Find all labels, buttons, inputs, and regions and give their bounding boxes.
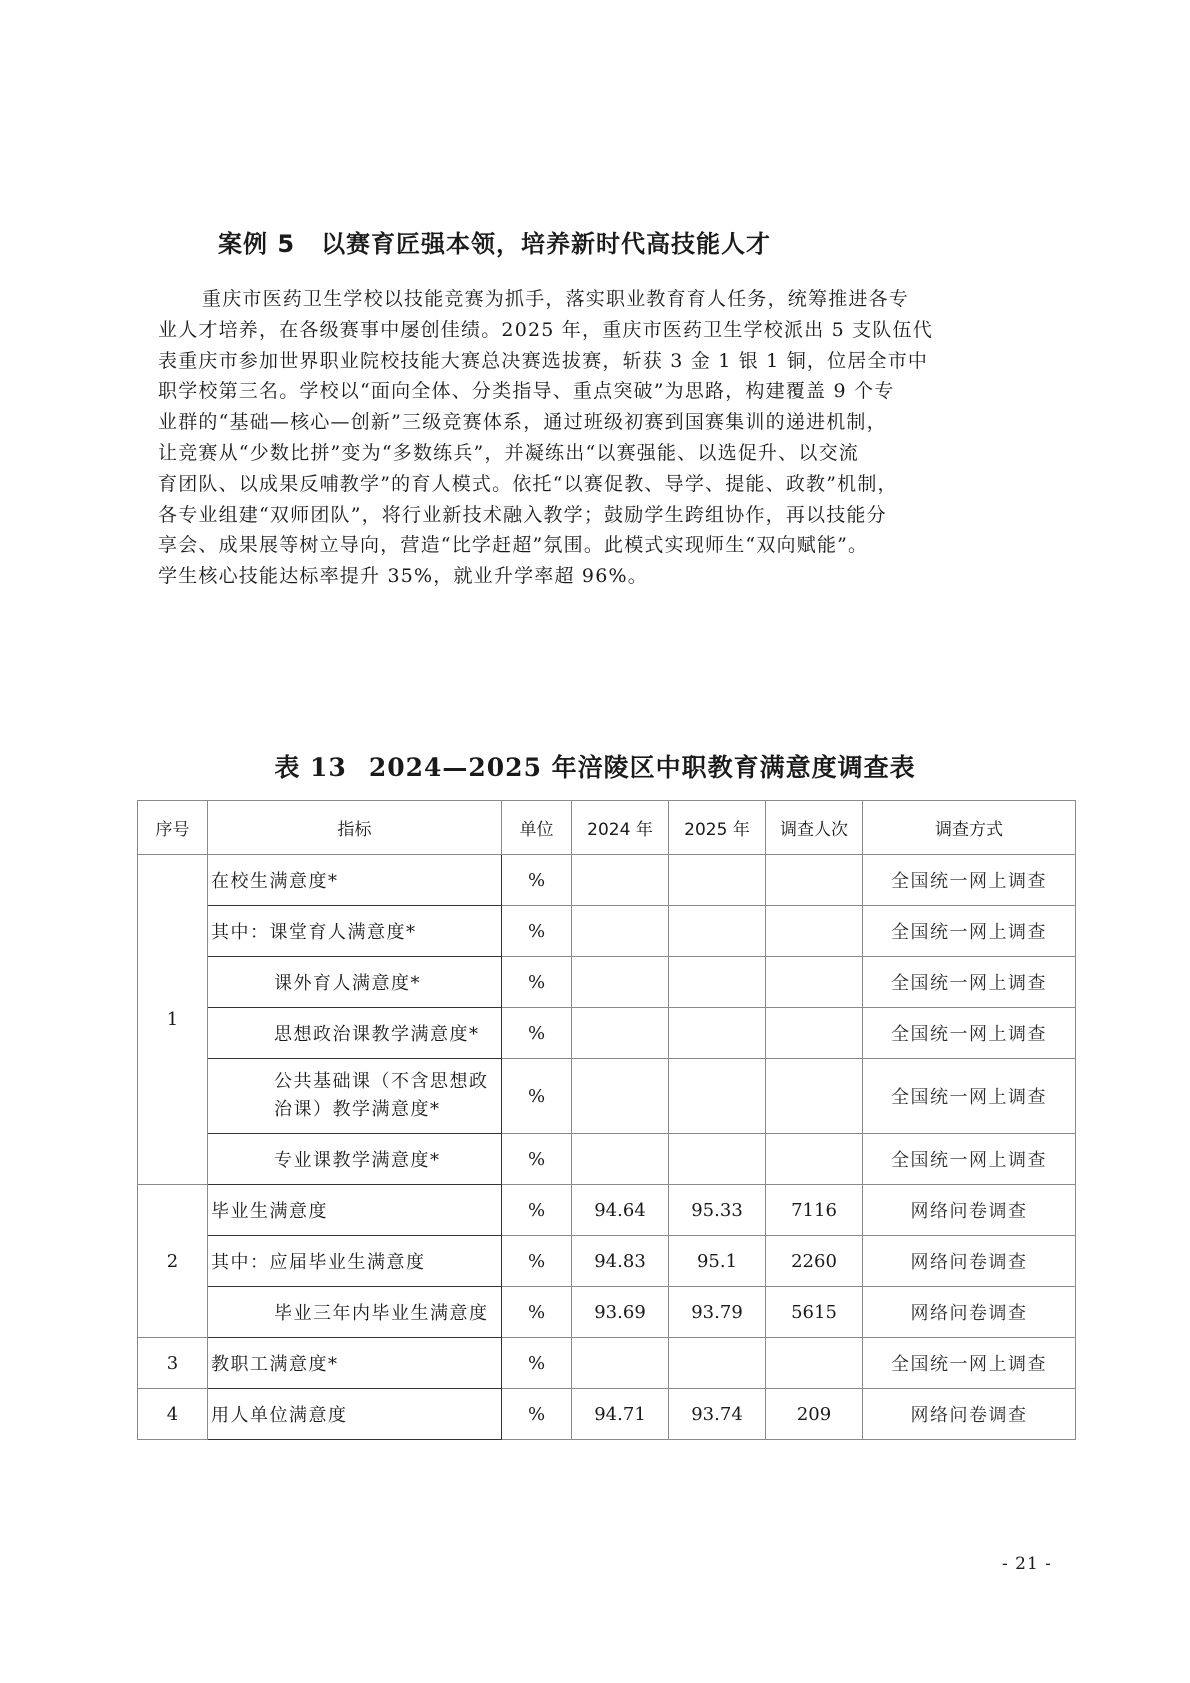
value-2025-cell: 93.79 (669, 1287, 766, 1338)
body-line: 重庆市医药卫生学校以技能竞赛为抓手，落实职业教育育人任务，统筹推进各专 (202, 288, 910, 310)
value-2024-cell (572, 1338, 669, 1389)
count-cell: 209 (766, 1389, 863, 1440)
table-row (138, 1185, 1076, 1236)
value-2024-cell (572, 957, 669, 1008)
value-2025-cell (669, 1059, 766, 1134)
method-cell: 全国统一网上调查 (863, 957, 1076, 1008)
body-line: 育团队、以成果反哺教学”的育人模式。依托“以赛促教、导学、提能、政教”机制， (158, 472, 898, 495)
value-2025-cell (669, 1338, 766, 1389)
header-method: 调查方式 (863, 801, 1076, 855)
body-line: 学生核心技能达标率提升 35%，就业升学率超 96%。 (158, 565, 648, 588)
table-row (138, 1287, 1076, 1338)
count-cell (766, 906, 863, 957)
count-cell (766, 1059, 863, 1134)
table-row (138, 957, 1076, 1008)
indicator-cell: 其中：课堂育人满意度* (208, 906, 502, 957)
value-2024-cell: 94.64 (572, 1185, 669, 1236)
unit-cell: % (502, 1389, 572, 1440)
indicator-cell: 毕业生满意度 (208, 1185, 502, 1236)
indicator-cell: 毕业三年内毕业生满意度 (208, 1287, 502, 1338)
table-row (138, 1338, 1076, 1389)
method-cell: 全国统一网上调查 (863, 1338, 1076, 1389)
header-seq: 序号 (138, 801, 208, 855)
case-body-paragraph (158, 284, 1058, 592)
header-unit: 单位 (502, 801, 572, 855)
count-cell (766, 1338, 863, 1389)
body-line: 业人才培养，在各级赛事中屡创佳绩。2025 年，重庆市医药卫生学校派出 5 支队伍代 (158, 318, 933, 341)
body-line: 让竞赛从“少数比拼”变为“多数练兵”，并凝练出“以赛强能、以选促升、以交流 (158, 441, 859, 464)
unit-cell: % (502, 1059, 572, 1134)
indicator-cell: 在校生满意度* (208, 855, 502, 906)
unit-cell: % (502, 855, 572, 906)
header-indicator: 指标 (208, 801, 502, 855)
table-row (138, 1236, 1076, 1287)
case-label: 案例 5 (218, 230, 296, 258)
count-cell (766, 1134, 863, 1185)
method-cell: 网络问卷调查 (863, 1389, 1076, 1440)
seq-cell: 1 (138, 855, 208, 1185)
seq-cell: 3 (138, 1338, 208, 1389)
body-line: 各专业组建“双师团队”，将行业新技术融入教学；鼓励学生跨组协作，再以技能分 (158, 503, 887, 526)
count-cell (766, 855, 863, 906)
value-2024-cell: 94.83 (572, 1236, 669, 1287)
count-cell: 5615 (766, 1287, 863, 1338)
value-2025-cell (669, 855, 766, 906)
table-title: 2024—2025 年涪陵区中职教育满意度调查表 (368, 753, 916, 782)
value-2025-cell (669, 957, 766, 1008)
indicator-cell: 教职工满意度* (208, 1338, 502, 1389)
value-2025-cell: 95.33 (669, 1185, 766, 1236)
count-cell: 7116 (766, 1185, 863, 1236)
case-heading (218, 224, 771, 259)
value-2024-cell (572, 1008, 669, 1059)
table-row (138, 906, 1076, 957)
method-cell: 全国统一网上调查 (863, 1059, 1076, 1134)
body-line: 享会、成果展等树立导向，营造“比学赶超”氛围。此模式实现师生“双向赋能”。 (158, 534, 869, 557)
unit-cell: % (502, 1338, 572, 1389)
indicator-cell: 思想政治课教学满意度* (208, 1008, 502, 1059)
value-2024-cell: 93.69 (572, 1287, 669, 1338)
count-cell: 2260 (766, 1236, 863, 1287)
indicator-cell: 其中：应届毕业生满意度 (208, 1236, 502, 1287)
unit-cell: % (502, 1008, 572, 1059)
method-cell: 网络问卷调查 (863, 1185, 1076, 1236)
case-title: 以赛育匠强本领，培养新时代高技能人才 (321, 230, 772, 258)
value-2025-cell (669, 1008, 766, 1059)
body-line: 表重庆市参加世界职业院校技能大赛总决赛选拔赛，斩获 3 金 1 银 1 铜，位居全市中 (158, 349, 929, 372)
seq-cell: 4 (138, 1389, 208, 1440)
satisfaction-survey-table (137, 800, 1076, 1440)
table-label: 表 13 (274, 753, 347, 782)
header-2025: 2025 年 (669, 801, 766, 855)
unit-cell: % (502, 1185, 572, 1236)
seq-cell: 2 (138, 1185, 208, 1338)
indicator-cell: 用人单位满意度 (208, 1389, 502, 1440)
value-2024-cell (572, 1059, 669, 1134)
value-2025-cell: 95.1 (669, 1236, 766, 1287)
unit-cell: % (502, 1134, 572, 1185)
method-cell: 全国统一网上调查 (863, 906, 1076, 957)
unit-cell: % (502, 906, 572, 957)
body-line: 职学校第三名。学校以“面向全体、分类指导、重点突破”为思路，构建覆盖 9 个专 (158, 380, 895, 403)
count-cell (766, 957, 863, 1008)
method-cell: 网络问卷调查 (863, 1287, 1076, 1338)
header-2024: 2024 年 (572, 801, 669, 855)
unit-cell: % (502, 957, 572, 1008)
table-row (138, 855, 1076, 906)
table-row (138, 1008, 1076, 1059)
indicator-cell: 课外育人满意度* (208, 957, 502, 1008)
unit-cell: % (502, 1236, 572, 1287)
header-count: 调查人次 (766, 801, 863, 855)
value-2024-cell (572, 1134, 669, 1185)
method-cell: 全国统一网上调查 (863, 1008, 1076, 1059)
count-cell (766, 1008, 863, 1059)
page-number: - 21 - (1002, 1554, 1052, 1574)
indicator-cell: 公共基础课（不含思想政治课）教学满意度* (208, 1059, 502, 1134)
value-2024-cell: 94.71 (572, 1389, 669, 1440)
unit-cell: % (502, 1287, 572, 1338)
table-caption (0, 748, 1190, 784)
table-header-row (138, 801, 1076, 855)
table-row (138, 1134, 1076, 1185)
value-2024-cell (572, 906, 669, 957)
indicator-cell: 专业课教学满意度* (208, 1134, 502, 1185)
value-2025-cell (669, 906, 766, 957)
method-cell: 网络问卷调查 (863, 1236, 1076, 1287)
method-cell: 全国统一网上调查 (863, 855, 1076, 906)
value-2024-cell (572, 855, 669, 906)
method-cell: 全国统一网上调查 (863, 1134, 1076, 1185)
value-2025-cell (669, 1134, 766, 1185)
table-row (138, 1389, 1076, 1440)
table-row (138, 1059, 1076, 1134)
body-line: 业群的“基础—核心—创新”三级竞赛体系，通过班级初赛到国赛集训的递进机制， (158, 411, 887, 434)
value-2025-cell: 93.74 (669, 1389, 766, 1440)
